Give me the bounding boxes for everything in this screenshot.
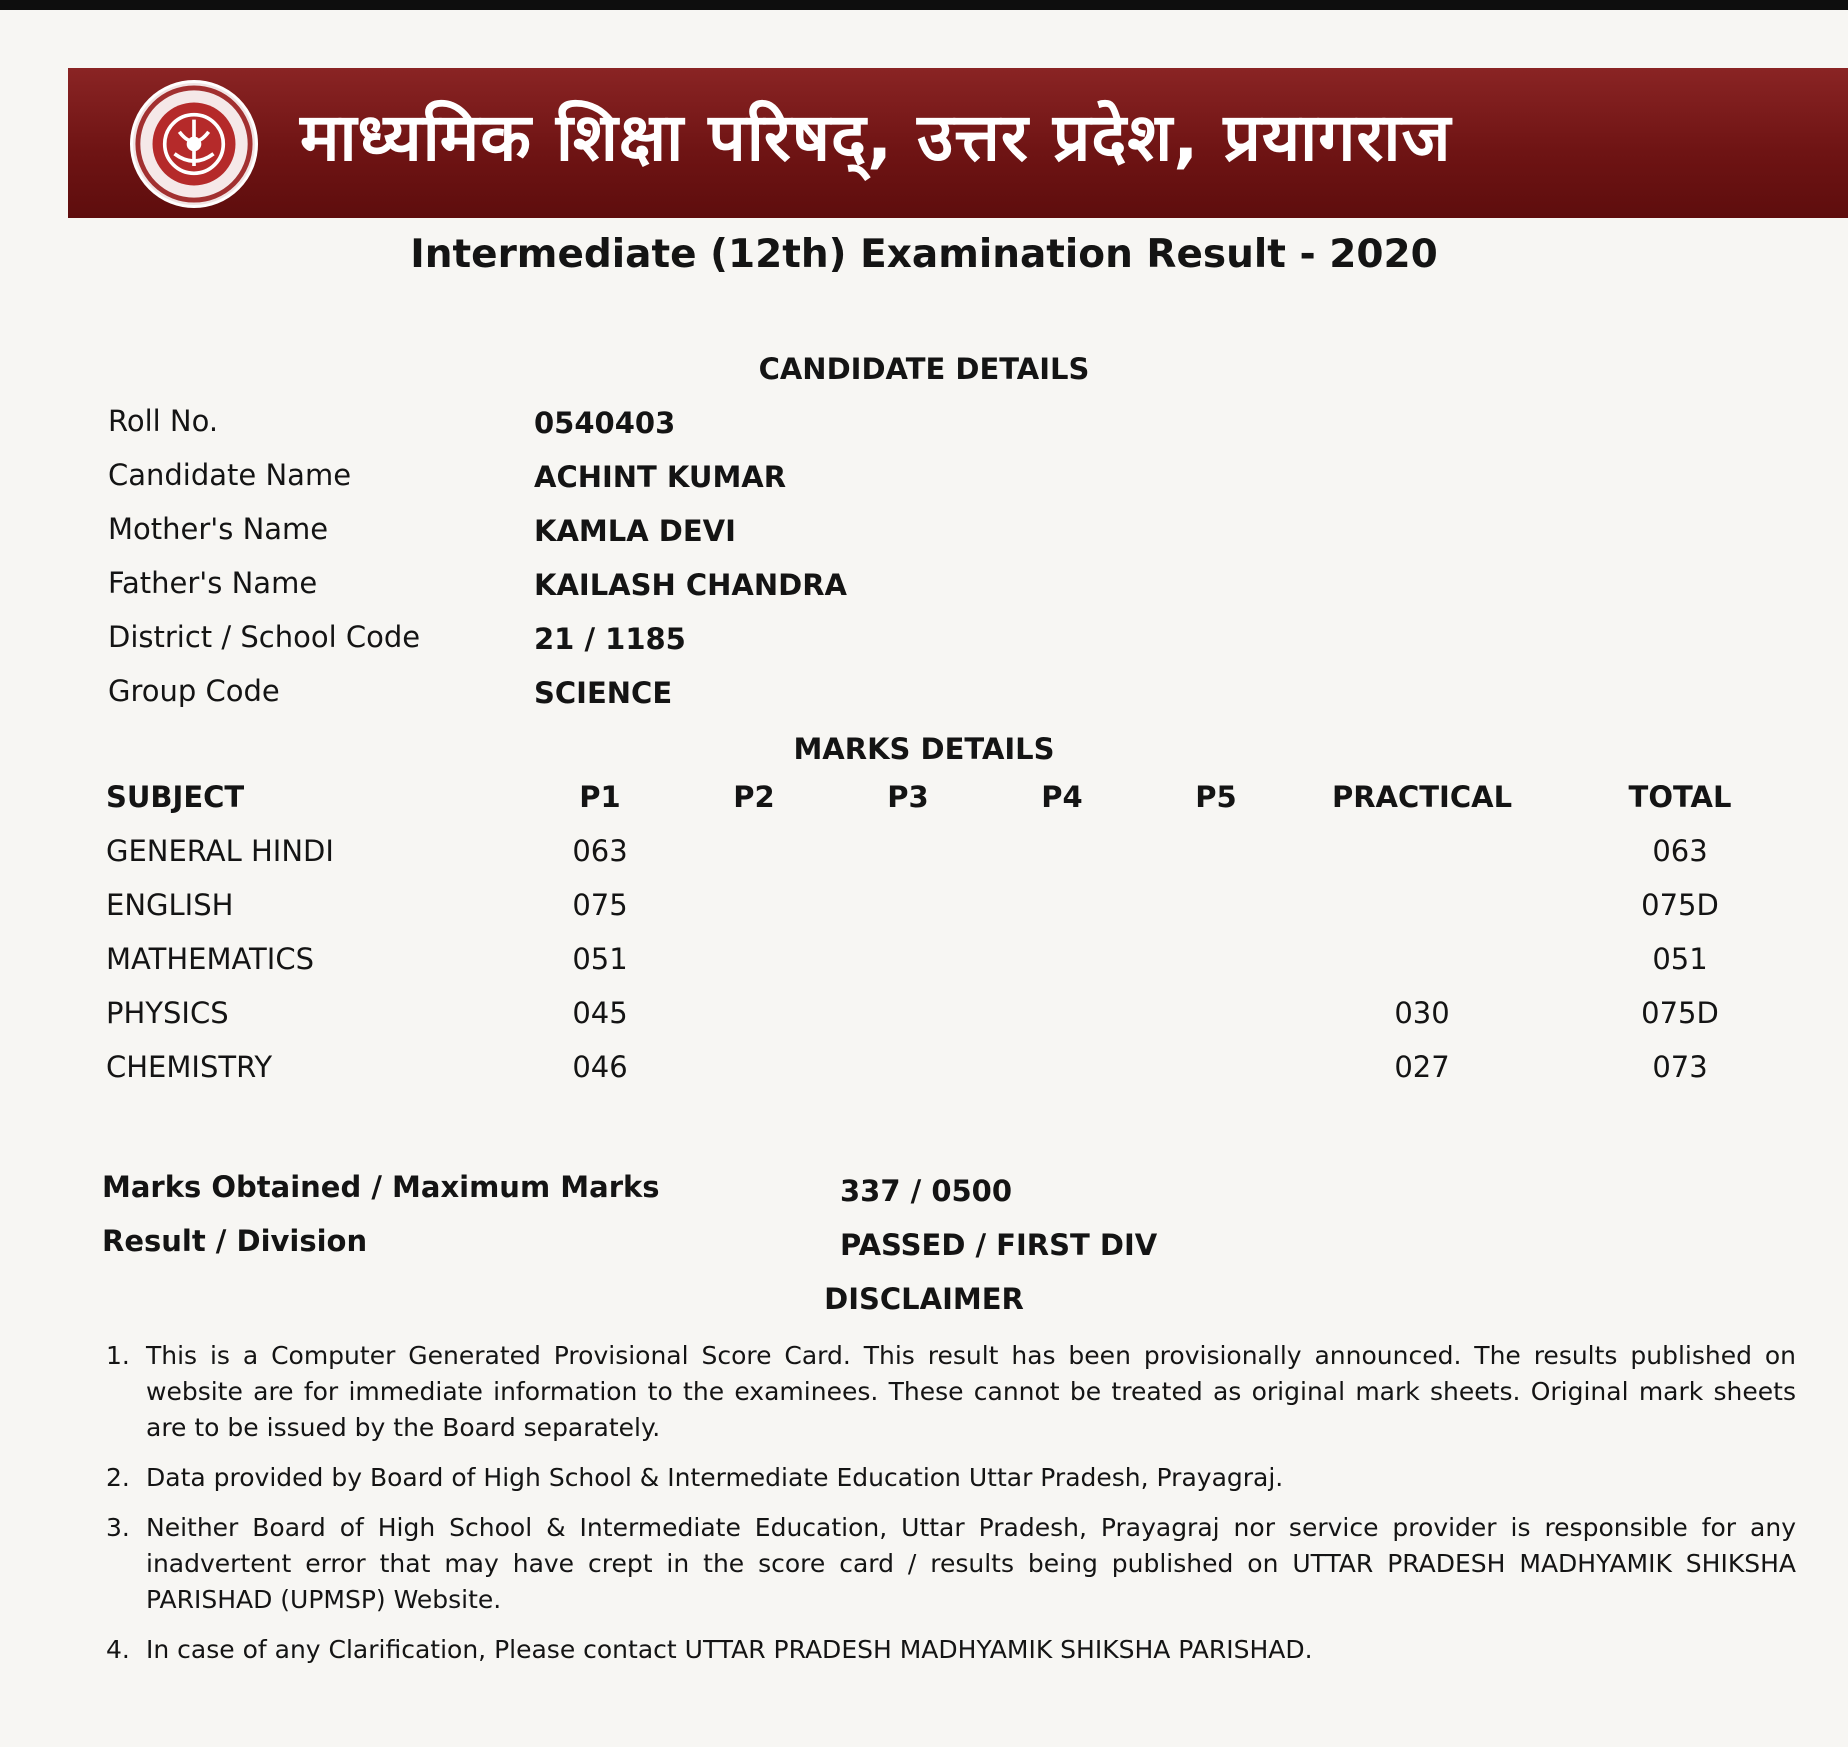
subject-cell: CHEMISTRY [106,1050,273,1084]
header-banner [68,68,1848,218]
detail-row [108,458,1308,508]
disclaimer-number: 3. [106,1513,130,1542]
marks-obtained-value: 337 / 0500 [840,1174,1013,1208]
marks-table-header [0,780,1848,832]
marks-row [0,888,1848,940]
column-header-p2: P2 [733,780,775,814]
subject-cell: MATHEMATICS [106,942,314,976]
p1-cell: 046 [572,1050,628,1084]
detail-value: 0540403 [534,406,676,440]
detail-row [108,512,1308,562]
detail-label: Roll No. [108,404,219,438]
column-header-p3: P3 [887,780,929,814]
column-header-total: TOTAL [1628,780,1732,814]
total-cell: 075D [1641,888,1719,922]
total-cell: 073 [1652,1050,1708,1084]
column-header-practical: PRACTICAL [1331,780,1513,814]
board-title: माध्यमिक शिक्षा परिषद्, उत्तर प्रदेश, प्रयागराज [300,99,1452,176]
result-summary [0,1224,1848,1276]
disclaimer-text: Data provided by Board of High School & Intermediate Education Uttar Pradesh, Prayagraj. [146,1463,1284,1492]
subject-cell: ENGLISH [106,888,234,922]
column-header-subject: SUBJECT [106,780,245,814]
disclaimer-list [106,1338,1796,1682]
disclaimer-number: 1. [106,1341,130,1370]
scan-top-edge [0,0,1848,10]
board-emblem-icon [130,80,258,208]
exam-title: Intermediate (12th) Examination Result - 2020 [410,232,1438,277]
disclaimer-text: Neither Board of High School & Intermediate Education, Uttar Pradesh, Prayagraj nor service provider is responsible for any inadvertent error that may have crept in the score card / results being published on UTTAR PRADESH MADHYAMIK SHIKSHA PARISHAD (UPMSP) Website. [146,1513,1796,1614]
detail-value: KAMLA DEVI [534,514,736,548]
disclaimer-item [106,1338,1796,1446]
p1-cell: 051 [572,942,628,976]
p1-cell: 075 [572,888,628,922]
p1-cell: 063 [572,834,628,868]
marks-row [0,996,1848,1048]
marks-row [0,942,1848,994]
detail-row [108,620,1308,670]
detail-label: Group Code [108,674,280,708]
p1-cell: 045 [572,996,628,1030]
detail-row [108,404,1308,454]
marks-details-heading: MARKS DETAILS [793,732,1055,766]
detail-row [108,674,1308,724]
practical-cell: 030 [1394,996,1450,1030]
total-cell: 063 [1652,834,1708,868]
disclaimer-number: 4. [106,1635,130,1664]
detail-value: ACHINT KUMAR [534,460,787,494]
detail-label: Father's Name [108,566,318,600]
marks-summary [0,1170,1848,1222]
detail-row [108,566,1308,616]
disclaimer-heading: DISCLAIMER [824,1282,1024,1316]
disclaimer-text: This is a Computer Generated Provisional Score Card. This result has been provisionally announced. The results published on website are for immediate information to the examinees. These cannot be treated as original mark sheets. Original mark sheets are to be issued by the Board separately. [146,1341,1796,1442]
subject-cell: GENERAL HINDI [106,834,334,868]
column-header-p4: P4 [1041,780,1083,814]
detail-label: District / School Code [108,620,421,654]
total-cell: 075D [1641,996,1719,1030]
detail-value: 21 / 1185 [534,622,686,656]
disclaimer-number: 2. [106,1463,130,1492]
candidate-details-heading: CANDIDATE DETAILS [758,352,1090,386]
detail-label: Candidate Name [108,458,352,492]
disclaimer-text: In case of any Clarification, Please contact UTTAR PRADESH MADHYAMIK SHIKSHA PARISHAD. [146,1635,1313,1664]
subject-cell: PHYSICS [106,996,229,1030]
total-cell: 051 [1652,942,1708,976]
detail-label: Mother's Name [108,512,329,546]
disclaimer-item [106,1632,1796,1668]
detail-value: KAILASH CHANDRA [534,568,847,602]
marks-row [0,834,1848,886]
detail-value: SCIENCE [534,676,673,710]
disclaimer-item [106,1460,1796,1496]
disclaimer-item [106,1510,1796,1618]
practical-cell: 027 [1394,1050,1450,1084]
result-division-label: Result / Division [102,1224,368,1258]
marks-obtained-label: Marks Obtained / Maximum Marks [102,1170,660,1204]
column-header-p5: P5 [1195,780,1237,814]
marks-row [0,1050,1848,1102]
column-header-p1: P1 [579,780,621,814]
result-division-value: PASSED / FIRST DIV [840,1228,1158,1262]
